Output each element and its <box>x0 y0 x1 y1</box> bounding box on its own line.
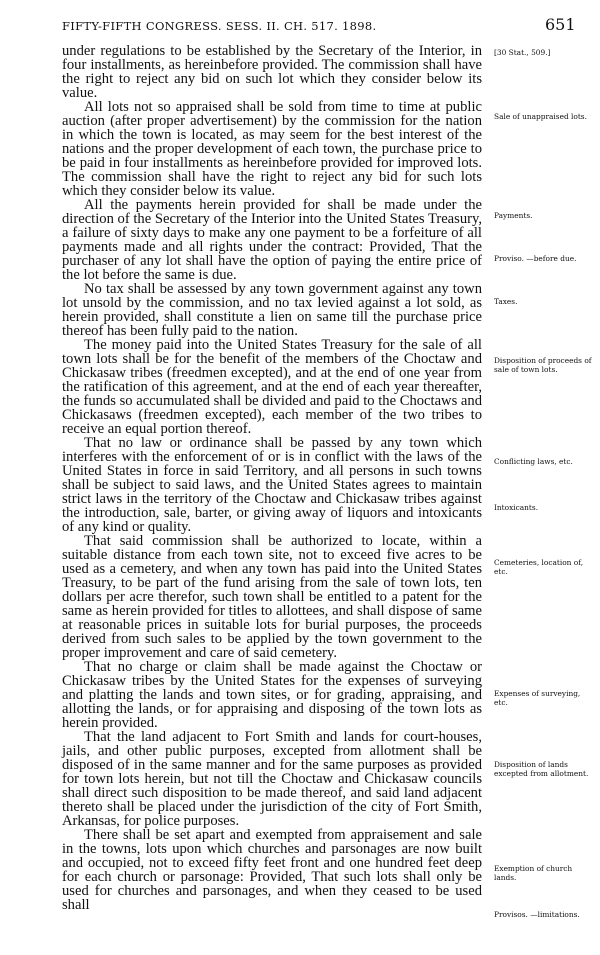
paragraph: That said commission shall be authorized to locate, within a suitable distance from each town site, not to exceed five acres to be used as a cemetery, and when any town has paid into the United States Treasury, to be part of the fund arising from the sale of town lots, ten dollars per acre therefor, such town shall be entitled to a patent for the same as herein provided for titles to allottees, and shall dispose of same at reasonable prices in suitable lots for burial purposes, the proceeds derived from such sales to be applied by the town government to the proper improvement and care of said cemetery. <box>62 533 482 661</box>
margin-note: Conflicting laws, etc. <box>494 457 573 466</box>
margin-note: Disposition of proceeds of sale of town lots. <box>494 356 592 374</box>
margin-note: Intoxicants. <box>494 503 539 512</box>
margin-note: [30 Stat., 509.] <box>494 48 551 57</box>
body-text <box>62 44 482 912</box>
paragraph: That no law or ordinance shall be passed by any town which interferes with the enforcement of or is in conflict with the laws of the United States in force in said Territory, and all persons in such towns shall be subject to said laws, and the United States agrees to maintain strict laws in the territory of the Choctaw and Chickasaw tribes against the introduction, sale, barter, or giving away of liquors and intoxicants of any kind or quality. <box>62 435 482 535</box>
paragraph: All lots not so appraised shall be sold from time to time at public auction (after proper advertisement) by the commission for the nation in which the town is located, as may seem for the best interest of the nations and the proper development of each town, the purchase price to be paid in four installments as hereinbefore provided for improved lots. The commission shall have the right to reject any bid for such lots which they consider below its value. <box>62 99 482 199</box>
paragraph: The money paid into the United States Treasury for the sale of all town lots shall be for the benefit of the members of the Choctaw and Chickasaw tribes (freedmen excepted), and at the end of one year from the ratification of this agreement, and at the end of each year thereafter, the funds so accumulated shall be divided and paid to the Choctaws and Chickasaws (freedmen excepted), each member of the two tribes to receive an equal portion thereof. <box>62 337 482 437</box>
margin-note: Sale of unappraised lots. <box>494 112 587 121</box>
paragraph: There shall be set apart and exempted from appraisement and sale in the towns, lots upon which churches and parsonages are now built and occupied, not to exceed fifty feet front and one hundred feet deep for each church or parsonage: Provided, That such lots shall only be used for churches and parsonages, and when they ceased to be used shall <box>62 827 482 913</box>
paragraph: No tax shall be assessed by any town government against any town lot unsold by the commission, and no tax levied against a lot sold, as herein provided, shall constitute a lien on same till the purchase price thereof has been fully paid to the nation. <box>62 281 482 339</box>
page-number: 651 <box>545 15 576 34</box>
page-header <box>0 15 600 37</box>
paragraph: That the land adjacent to Fort Smith and lands for court-houses, jails, and other public purposes, excepted from allotment shall be disposed of in the same manner and for the same purposes as provided for town lots herein, but not till the Choctaw and Chickasaw councils shall direct such disposition to be made thereof, and said land adjacent thereto shall be placed under the jurisdiction of the city of Fort Smith, Arkansas, for police purposes. <box>62 729 482 829</box>
paragraph: That no charge or claim shall be made against the Choctaw or Chickasaw tribes by the United States for the expenses of surveying and platting the lands and town sites, or for grading, appraising, and allotting the lands, or for appraising and disposing of the town lots as herein provided. <box>62 659 482 731</box>
running-head: FIFTY-FIFTH CONGRESS. SESS. II. CH. 517. 1898. <box>62 19 377 33</box>
margin-note: Payments. <box>494 211 533 220</box>
paragraph: under regulations to be established by the Secretary of the Interior, in four installments, as hereinbefore provided. The commission shall have the right to reject any bid on such lot which they consider below its value. <box>62 43 482 101</box>
margin-note: Provisos. —limitations. <box>494 910 580 919</box>
margin-note: Expenses of surveying, etc. <box>494 689 581 707</box>
paragraph: All the payments herein provided for shall be made under the direction of the Secretary of the Interior into the United States Treasury, a failure of sixty days to make any one payment to be a forfeiture of all payments made and all rights under the contract: Provided, That the purchaser of any lot shall have the option of paying the entire price of the lot before the same is due. <box>62 197 482 283</box>
margin-note: Exemption of church lands. <box>494 864 573 882</box>
margin-note: Proviso. —before due. <box>494 254 577 263</box>
margin-note: Cemeteries, location of, etc. <box>494 558 584 576</box>
margin-note: Taxes. <box>494 297 518 306</box>
margin-note: Disposition of lands excepted from allotment. <box>494 760 589 778</box>
